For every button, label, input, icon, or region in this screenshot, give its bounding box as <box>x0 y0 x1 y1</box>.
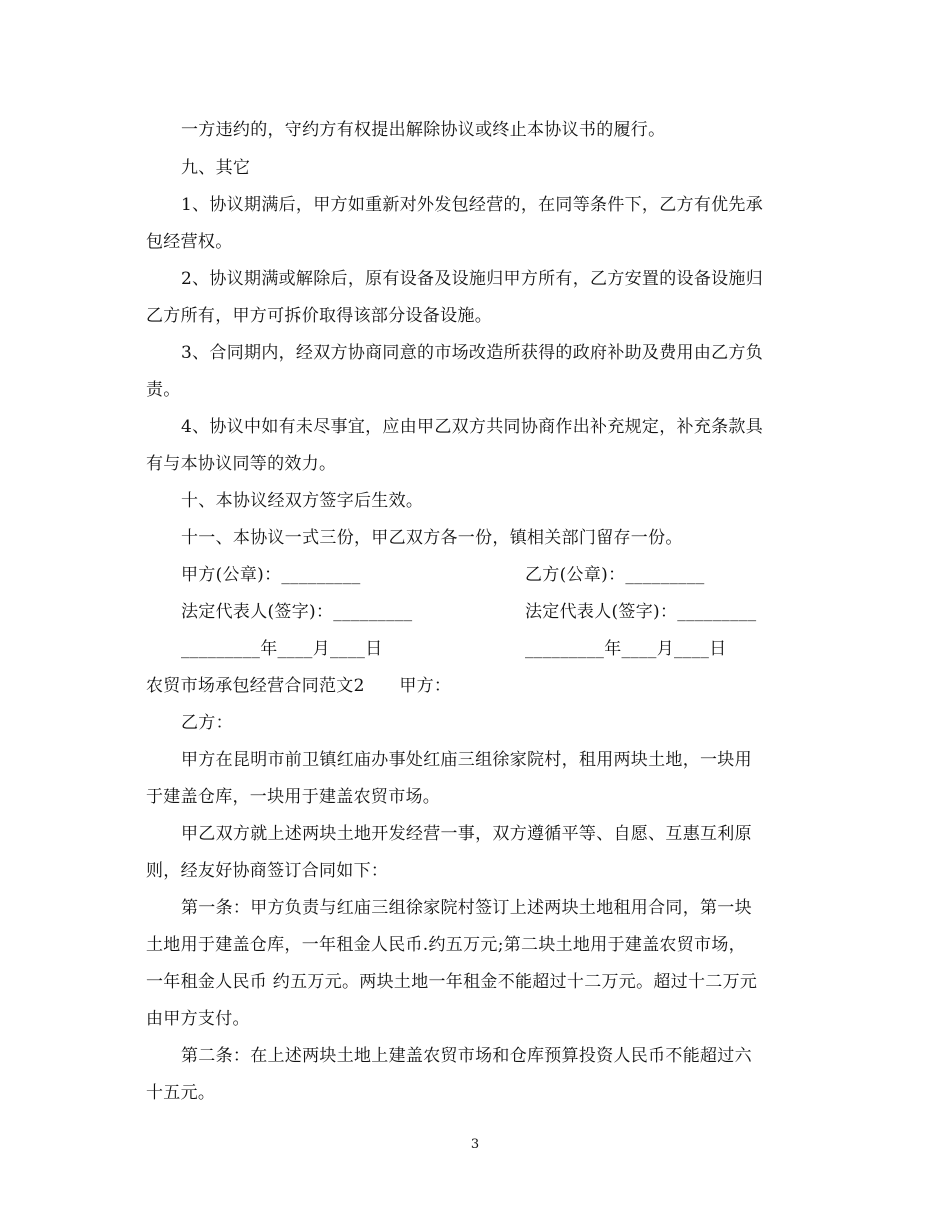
text-line: 4、协议中如有未尽事宜，应由甲乙双方共同协商作出补充规定，补充条款具 <box>181 417 764 437</box>
text-line: 由甲方支付。 <box>146 1009 250 1029</box>
text-line: 甲方在昆明市前卫镇红庙办事处红庙三组徐家院村，租用两块土地，一块用 <box>181 750 752 770</box>
text-line: 则，经友好协商签订合同如下： <box>146 861 389 881</box>
text-line: 乙方： <box>181 713 233 733</box>
text-line: 1、协议期满后，甲方如重新对外发包经营的，在同等条件下，乙方有优先承 <box>181 195 764 215</box>
text-line: 十五元。 <box>146 1083 216 1103</box>
section-heading: 九、其它 <box>181 158 251 178</box>
text-line: 于建盖仓库，一块用于建盖农贸市场。 <box>146 787 441 807</box>
text-line: 十一、本协议一式三份，甲乙双方各一份，镇相关部门留存一份。 <box>181 528 683 548</box>
text-line: 有与本协议同等的效力。 <box>146 454 337 474</box>
text-line: 甲乙双方就上述两块土地开发经营一事，双方遵循平等、自愿、互惠互利原 <box>181 824 752 844</box>
party-b-date-field: _________年____月____日 <box>525 639 727 659</box>
contract-title-line: 农贸市场承包经营合同范文2 甲方： <box>146 676 452 696</box>
text-line: 一年租金人民币 约五万元。两块土地一年租金不能超过十二万元。超过十二万元 <box>146 972 758 992</box>
text-line: 一方违约的，守约方有权提出解除协议或终止本协议书的履行。 <box>181 120 666 140</box>
party-b-representative-field: 法定代表人(签字)：_________ <box>525 602 757 622</box>
text-line: 2、协议期满或解除后，原有设备及设施归甲方所有，乙方安置的设备设施归 <box>181 269 764 289</box>
text-line: 3、合同期内，经双方协商同意的市场改造所获得的政府补助及费用由乙方负 <box>181 343 764 363</box>
party-a-representative-field: 法定代表人(签字)：_________ <box>181 602 413 622</box>
text-line: 土地用于建盖仓库，一年租金人民币.约五万元;第二块土地用于建盖农贸市场， <box>146 935 746 955</box>
party-a-date-field: _________年____月____日 <box>181 639 383 659</box>
text-line: 十、本协议经双方签字后生效。 <box>181 491 424 511</box>
text-line: 第一条：甲方负责与红庙三组徐家院村签订上述两块土地租用合同，第一块 <box>181 898 752 918</box>
party-b-seal-field: 乙方(公章)：_________ <box>525 565 705 585</box>
party-a-seal-field: 甲方(公章)：_________ <box>181 565 361 585</box>
page-number: 3 <box>470 1137 480 1152</box>
text-line: 包经营权。 <box>146 232 233 252</box>
text-line: 责。 <box>146 380 181 400</box>
text-line: 乙方所有，甲方可拆价取得该部分设备设施。 <box>146 306 492 326</box>
text-line: 第二条：在上述两块土地上建盖农贸市场和仓库预算投资人民币不能超过六 <box>181 1046 752 1066</box>
